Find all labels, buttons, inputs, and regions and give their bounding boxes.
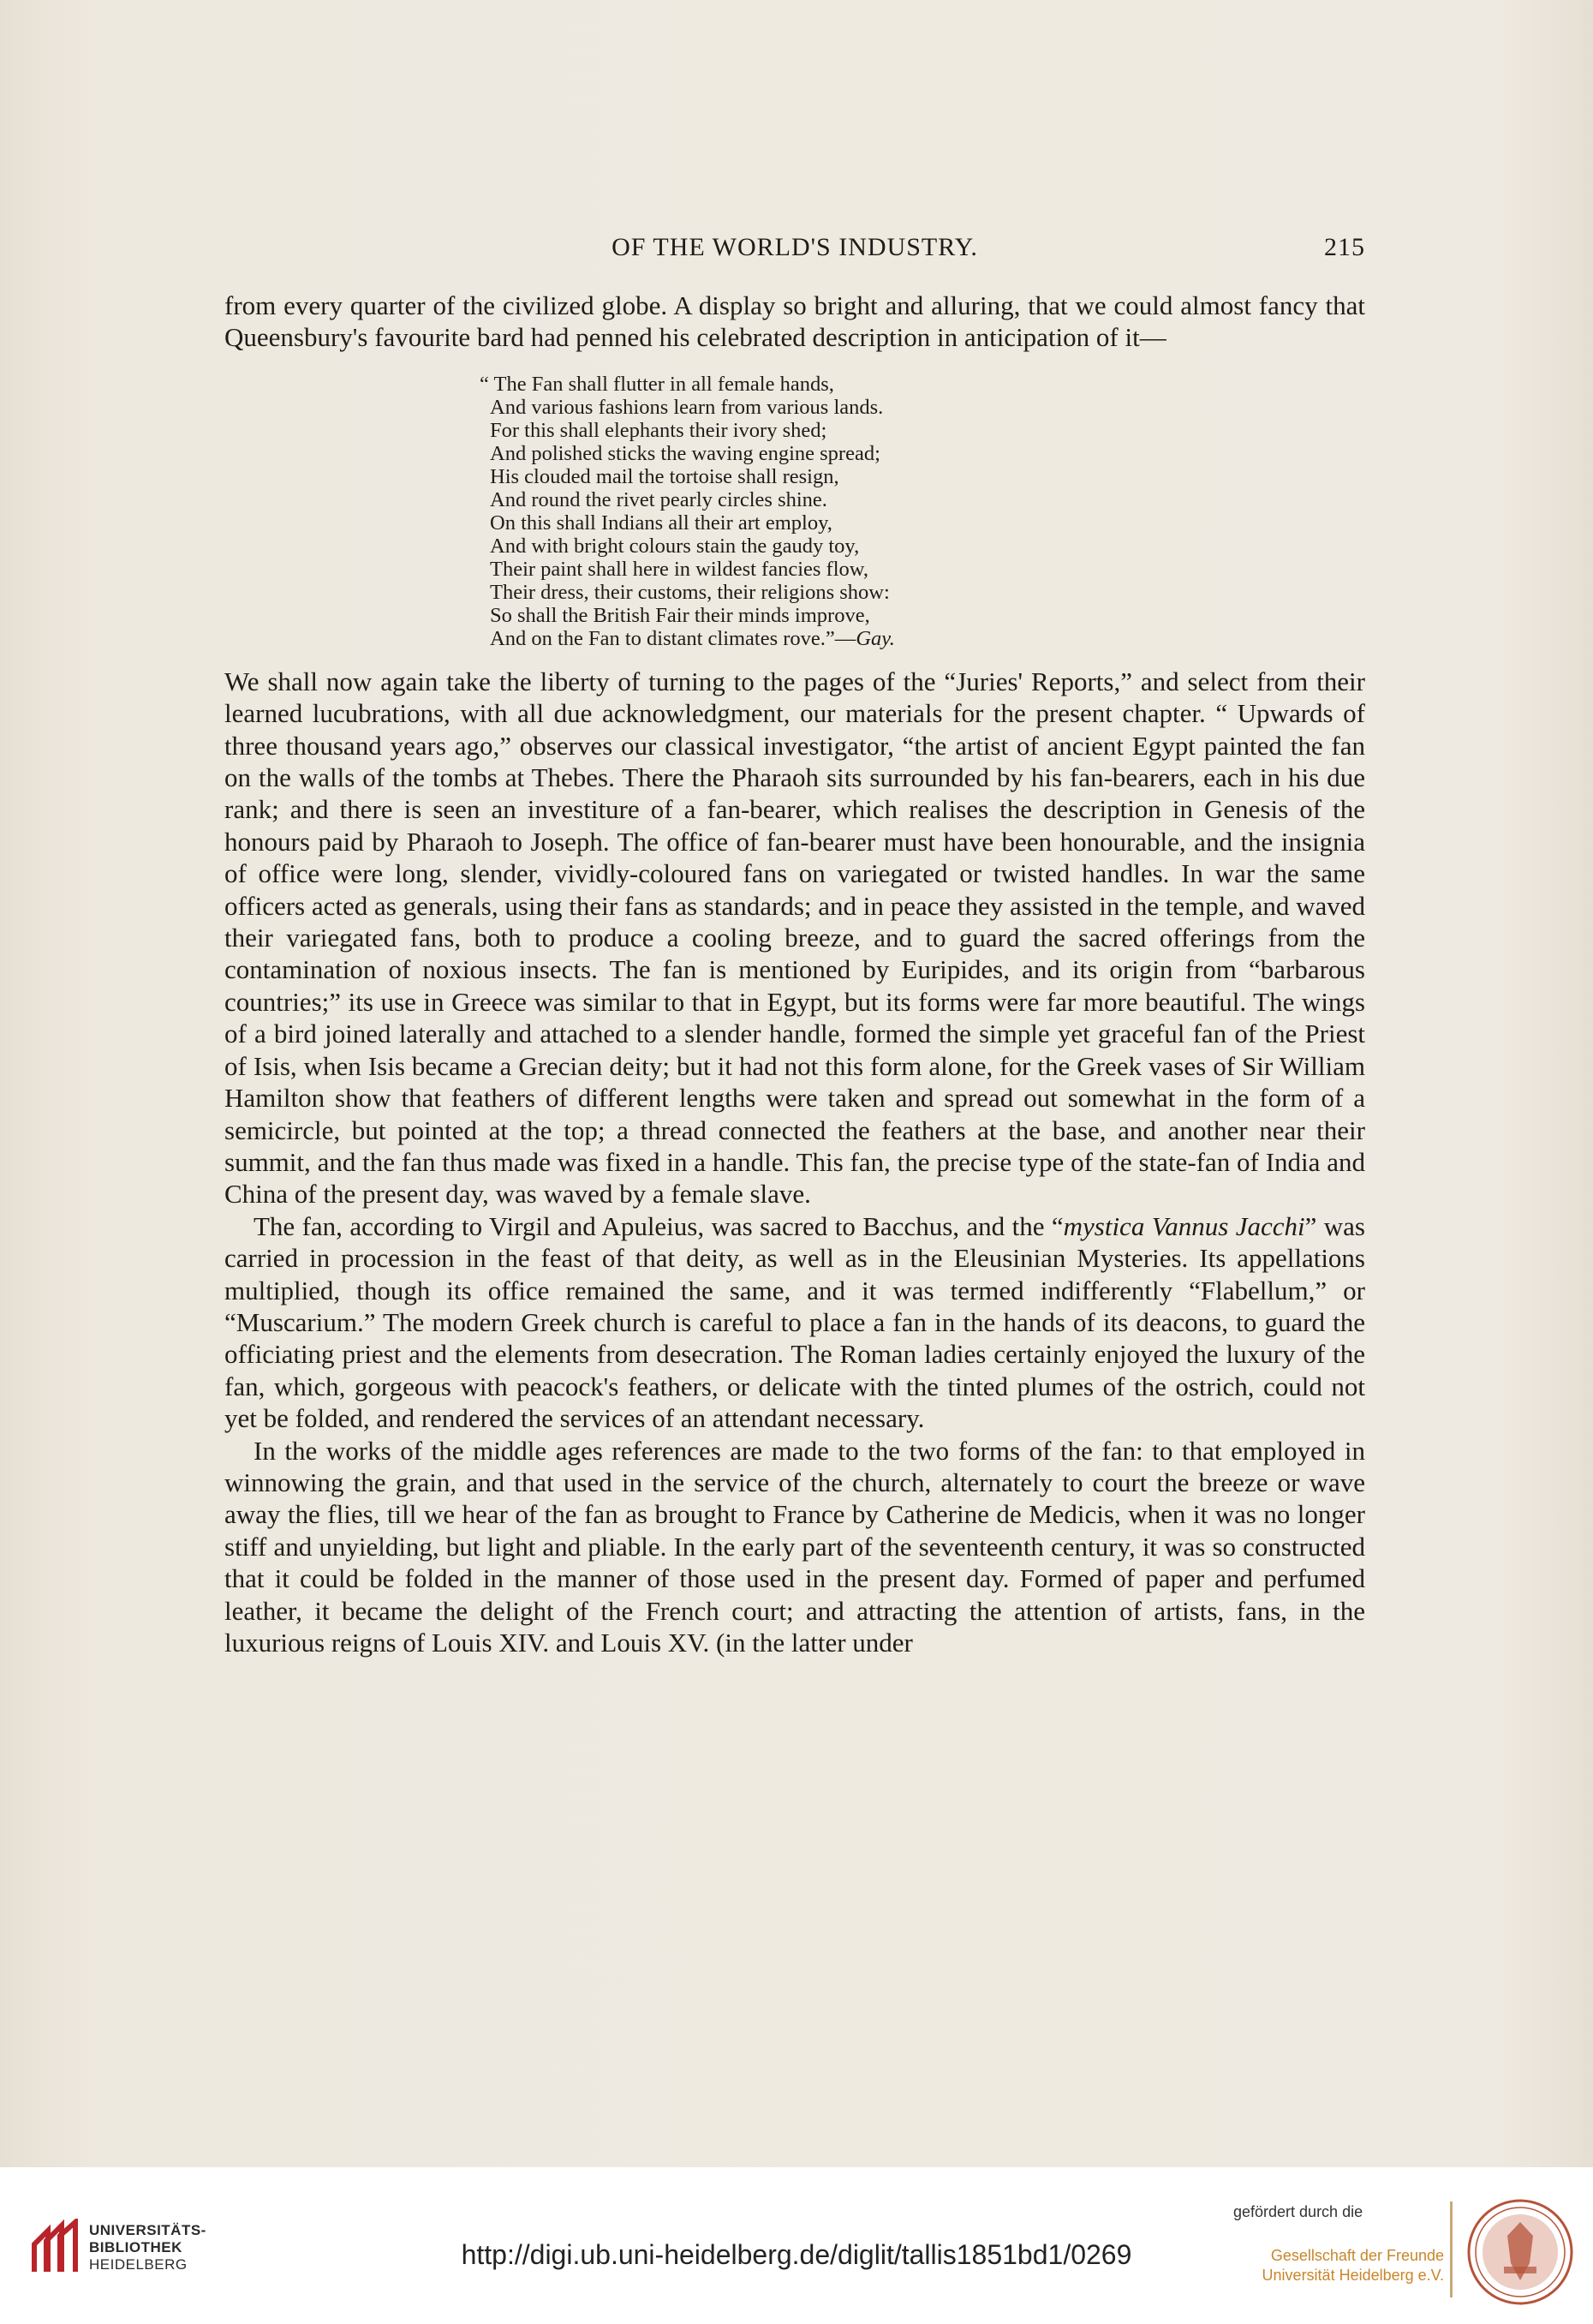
library-line-3: HEIDELBERG <box>89 2256 188 2273</box>
verse-line: So shall the British Fair their minds improve, <box>490 603 870 627</box>
verse-line-text: And on the Fan to distant climates rove.”— <box>490 626 856 650</box>
university-seal-icon <box>1466 2198 1574 2306</box>
paragraph-3-rest: ” was carried in procession in the feast of that deity, as well as in the Eleusinian Mysteries. Its appellations multiplied, though its office remained the same, and it was termed indifferently “Flabellum,” or “Muscarium.” The modern Greek church is careful to place a fan in the hands of its deacons, to guard the officiating priest and the elements from desecration. The Roman ladies certainly enjoyed the luxury of the fan, which, gorgeous with peacock's feathers, or delicate with the tinted plumes of the ostrich, could not yet be folded, and rendered the services of an attendant necessary. <box>224 1210 1365 1434</box>
library-line-2: BIBLIOTHEK <box>89 2239 182 2255</box>
verse-line: And polished sticks the waving engine spread; <box>490 441 880 465</box>
verse-line: For this shall elephants their ivory shed; <box>490 418 827 442</box>
verse-line: And round the rivet pearly circles shine. <box>490 487 827 511</box>
verse-line: Their paint shall here in wildest fancies flow, <box>490 557 868 581</box>
verse-attribution: Gay. <box>856 626 895 650</box>
verse-line: And various fashions learn from various lands. <box>490 395 884 419</box>
paragraph-3-start: The fan, according to Virgil and Apuleius, was sacred to Bacchus, and the “ <box>254 1210 1064 1241</box>
verse-line: On this shall Indians all their art employ, <box>490 511 832 535</box>
paragraph-4: In the works of the middle ages references are made to the two forms of the fan: to that employed in winnowing the grain, and that used in the service of the church, alternately to court the breeze or wave away the flies, till we hear of the fan as brought to France by Catherine de Medicis, when it was no longer stiff and unyielding, but light and pliable. In the early part of the seventeenth century, it was so constructed that it could be folded in the manner of those used in the present day. Formed of paper and perfumed leather, it became the delight of the French court; and attracting the attention of artists, fans, in the luxurious reigns of Louis XIV. and Louis XV. (in the latter under <box>224 1435 1365 1658</box>
body-text <box>224 290 1365 1658</box>
page-number: 215 <box>1324 233 1365 261</box>
verse-line: His clouded mail the tortoise shall resign, <box>490 464 839 488</box>
running-title: OF THE WORLD'S INDUSTRY. <box>612 233 978 261</box>
permalink-url[interactable]: http://digi.ub.uni-heidelberg.de/diglit/tallis1851bd1/0269 <box>461 2239 1132 2270</box>
paragraph-3 <box>224 1210 1365 1435</box>
running-head <box>224 233 1365 267</box>
verse-quotation <box>224 373 1365 650</box>
sponsor-line-2: Universität Heidelberg e.V. <box>1262 2267 1444 2284</box>
verse-line: “ The Fan shall flutter in all female hands, <box>480 372 834 396</box>
digitization-footer <box>0 2167 1593 2324</box>
verse-line: And with bright colours stain the gaudy toy, <box>490 534 860 558</box>
latin-phrase: mystica Vannus Jacchi <box>1063 1210 1305 1241</box>
footer-divider <box>1450 2202 1453 2297</box>
paragraph-1: from every quarter of the civilized globe. A display so bright and alluring, that we could almost fancy that Queensbury's favourite bard had penned his celebrated description in anticipation of it— <box>224 290 1365 353</box>
library-line-1: UNIVERSITÄTS- <box>89 2222 206 2238</box>
verse-line-last <box>490 627 1365 650</box>
sponsor-name <box>1225 2246 1444 2285</box>
verse-line: Their dress, their customs, their religions show: <box>490 580 890 604</box>
sponsor-label: gefördert durch die <box>1233 2203 1363 2220</box>
paragraph-2: We shall now again take the liberty of turning to the pages of the “Juries' Reports,” and select from their learned lucubrations, with all due acknowledgment, our materials for the present chapter. “ Upwards of three thousand years ago,” observes our classical investigator, “the artist of ancient Egypt painted the fan on the walls of the tombs at Thebes. There the Pharaoh sits surrounded by his fan-bearers, each in his due rank; and there is seen an investiture of a fan-bearer, which realises the description in Genesis of the honours paid by Pharaoh to Joseph. The office of fan-bearer must have been honourable, and the insignia of office were long, slender, vividly-coloured fans on variegated or twisted handles. In war the same officers acted as generals, using their fans as standards; and in peace they assisted in the temple, and waved their variegated fans, both to produce a cooling breeze, and to guard the sacred offerings from the contamination of noxious insects. The fan is mentioned by Euripides, and its origin from “barbarous countries;” its use in Greece was similar to that in Egypt, but its forms were far more beautiful. The wings of a bird joined laterally and attached to a slender handle, formed the simple yet graceful fan of the Priest of Isis, when Isis became a Grecian deity; but it had not this form alone, for the Greek vases of Sir William Hamilton show that feathers of different lengths were taken and spread out somewhat in the form of a semicircle, but pointed at the top; a thread connected the feathers at the base, and another near their summit, and the fan thus made was fixed in a handle. This fan, the precise type of the state-fan of India and China of the present day, was waved by a female slave. <box>224 666 1365 1210</box>
sponsor-line-1: Gesellschaft der Freunde <box>1270 2247 1444 2264</box>
